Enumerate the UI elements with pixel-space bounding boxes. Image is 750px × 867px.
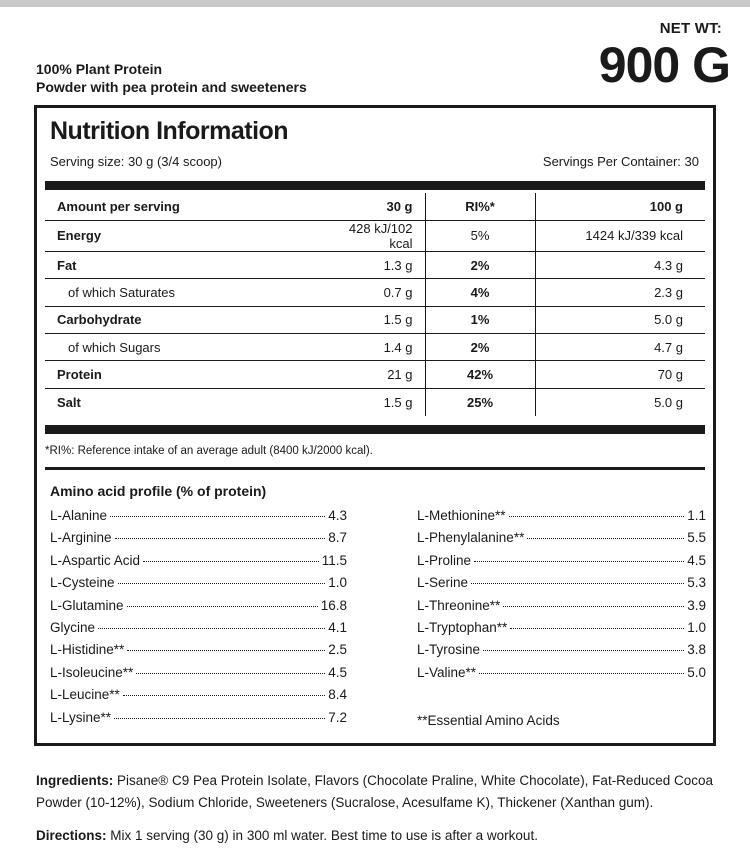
ri-footnote: *RI%: Reference intake of an average adult (8400 kJ/2000 kcal).: [45, 445, 373, 457]
amino-name: L-Proline: [417, 552, 472, 568]
serving-size: Serving size: 30 g (3/4 scoop): [50, 154, 222, 169]
dot-leader: [136, 673, 325, 674]
amino-name: L-Tryptophan**: [417, 619, 508, 635]
directions: [36, 828, 538, 843]
amino-value: 4.5: [328, 664, 347, 680]
nutrient-name: Carbohydrate: [45, 306, 319, 333]
amino-name: L-Leucine**: [50, 687, 120, 703]
list-item: [417, 530, 706, 552]
list-item: [50, 710, 347, 732]
nutrient-per-100g: 4.3 g: [535, 251, 705, 278]
essential-amino-note: **Essential Amino Acids: [417, 713, 560, 728]
nutrient-per-serving: 1.3 g: [319, 251, 425, 278]
amino-name: L-Cysteine: [50, 575, 115, 591]
dot-leader: [503, 606, 684, 607]
list-item: [50, 553, 347, 575]
amino-name: L-Aspartic Acid: [50, 552, 141, 568]
list-item: [417, 620, 706, 642]
nutrient-per-serving: 1.4 g: [319, 334, 425, 361]
dot-leader: [479, 673, 684, 674]
amino-value: 2.5: [328, 642, 347, 658]
amino-value: 3.8: [687, 642, 706, 658]
amino-name: L-Methionine**: [417, 508, 506, 523]
list-item: [50, 687, 347, 709]
nutrient-name: Energy: [45, 220, 319, 251]
amino-name: L-Serine: [417, 575, 469, 591]
table-row: [45, 334, 705, 361]
table-row: [45, 361, 705, 388]
directions-text: Mix 1 serving (30 g) in 300 ml water. Best time to use is after a workout.: [106, 828, 538, 843]
nutrient-per-serving: 0.7 g: [319, 279, 425, 306]
table-row: [45, 306, 705, 333]
amino-name: L-Tyrosine: [417, 642, 481, 658]
amino-value: 16.8: [320, 597, 347, 613]
net-weight-label: NET WT:: [659, 20, 722, 37]
list-item: [417, 642, 706, 664]
header-per-100g: 100 g: [535, 193, 705, 220]
amino-value: 4.1: [328, 619, 347, 635]
nutrient-ri: 5%: [425, 220, 535, 251]
amino-value: 7.2: [328, 709, 347, 725]
dot-leader: [143, 561, 319, 562]
nutrient-ri: 42%: [425, 361, 535, 388]
amino-name: L-Isoleucine**: [50, 664, 134, 680]
amino-name: L-Alanine: [50, 508, 108, 523]
amino-name: L-Threonine**: [417, 597, 501, 613]
divider-bar: [45, 181, 705, 190]
divider-line: [45, 467, 705, 470]
dot-leader: [98, 628, 325, 629]
nutrition-panel: [34, 105, 716, 746]
nutrient-per-100g: 2.3 g: [535, 279, 705, 306]
dot-leader: [110, 516, 325, 517]
nutrition-title: Nutrition Information: [50, 117, 289, 145]
list-item: [50, 620, 347, 642]
nutrient-ri: 2%: [425, 334, 535, 361]
table-header-row: [45, 193, 705, 220]
nutrient-name: Fat: [45, 251, 319, 278]
list-item: [417, 665, 706, 687]
list-item: [417, 598, 706, 620]
dot-leader: [115, 538, 326, 539]
product-name: 100% Plant Protein: [36, 61, 163, 77]
amino-title: Amino acid profile (% of protein): [50, 483, 267, 499]
amino-value: 4.3: [328, 508, 347, 523]
amino-value: 5.3: [687, 575, 706, 591]
nutrient-ri: 25%: [425, 388, 535, 415]
amino-name: Glycine: [50, 619, 96, 635]
nutrient-name: Salt: [57, 394, 81, 410]
amino-name: L-Arginine: [50, 530, 112, 546]
nutrient-per-100g: 5.0 g: [535, 306, 705, 333]
header-amount: Amount per serving: [45, 193, 319, 220]
nutrient-per-serving: 1.5 g: [319, 306, 425, 333]
dot-leader: [509, 516, 685, 517]
list-item: [50, 642, 347, 664]
list-item: [417, 508, 706, 530]
nutrition-table: [45, 193, 705, 416]
list-item: [50, 598, 347, 620]
ingredients: [36, 770, 736, 814]
nutrient-per-serving: 21 g: [319, 361, 425, 388]
nutrient-ri: 4%: [425, 279, 535, 306]
ingredients-label: Ingredients:: [36, 773, 114, 788]
dot-leader: [114, 718, 325, 719]
net-weight-value: 900 G: [598, 37, 730, 93]
dot-leader: [471, 583, 684, 584]
amino-value: 5.0: [687, 664, 706, 680]
header-per-serving: 30 g: [319, 193, 425, 220]
directions-label: Directions:: [36, 828, 107, 843]
amino-name: L-Valine**: [417, 664, 477, 680]
dot-leader: [123, 695, 325, 696]
amino-value: 1.0: [687, 619, 706, 635]
product-description: Powder with pea protein and sweeteners: [36, 79, 307, 95]
nutrient-per-serving: 428 kJ/102 kcal: [319, 220, 425, 251]
amino-value: 1.1: [687, 508, 706, 523]
amino-value: 5.5: [687, 530, 706, 546]
dot-leader: [510, 628, 684, 629]
nutrient-per-serving: 1.5 g: [319, 388, 425, 415]
table-row: [45, 251, 705, 278]
amino-value: 1.0: [328, 575, 347, 591]
table-row: [45, 220, 705, 251]
nutrient-per-100g: 70 g: [535, 361, 705, 388]
ingredients-text: Pisane® C9 Pea Protein Isolate, Flavors (Chocolate Praline, White Chocolate), Fat-Reduced Cocoa Powder (10-12%), Sodium Chloride, Sweeteners (Sucralose, Acesulfame K), Thickener (Xanthan gum).: [36, 773, 714, 810]
amino-name: L-Histidine**: [50, 642, 125, 658]
dot-leader: [127, 650, 325, 651]
nutrient-name: of which Saturates: [45, 279, 319, 306]
dot-leader: [127, 606, 318, 607]
amino-value: 8.7: [328, 530, 347, 546]
servings-per-container: Servings Per Container: 30: [542, 154, 699, 169]
amino-list-right: [417, 508, 706, 687]
amino-value: 8.4: [328, 687, 347, 703]
amino-name: L-Phenylalanine**: [417, 530, 525, 546]
list-item: [50, 665, 347, 687]
nutrient-per-100g: 1424 kJ/339 kcal: [535, 220, 705, 251]
amino-value: 11.5: [321, 552, 347, 568]
amino-name: L-Glutamine: [50, 597, 124, 613]
table-row: [45, 279, 705, 306]
list-item: [50, 508, 347, 530]
nutrient-ri: 2%: [425, 251, 535, 278]
amino-value: 3.9: [687, 597, 706, 613]
list-item: [417, 553, 706, 575]
amino-name: L-Lysine**: [50, 709, 112, 725]
list-item: [417, 575, 706, 597]
dot-leader: [527, 538, 684, 539]
dot-leader: [118, 583, 326, 584]
nutrient-name: Protein: [45, 361, 319, 388]
dot-leader: [483, 650, 684, 651]
list-item: [50, 530, 347, 552]
amino-value: 4.5: [687, 552, 706, 568]
header-ri: RI%*: [425, 193, 535, 220]
nutrient-name: of which Sugars: [45, 334, 319, 361]
nutrient-per-100g: 4.7 g: [535, 334, 705, 361]
top-rule: [0, 0, 750, 7]
nutrient-per-100g: 5.0 g: [654, 394, 683, 410]
dot-leader: [474, 561, 684, 562]
nutrient-ri: 1%: [425, 306, 535, 333]
list-item: [50, 575, 347, 597]
table-row: [45, 388, 705, 415]
divider-bar: [45, 425, 705, 434]
amino-list-left: [50, 508, 347, 732]
